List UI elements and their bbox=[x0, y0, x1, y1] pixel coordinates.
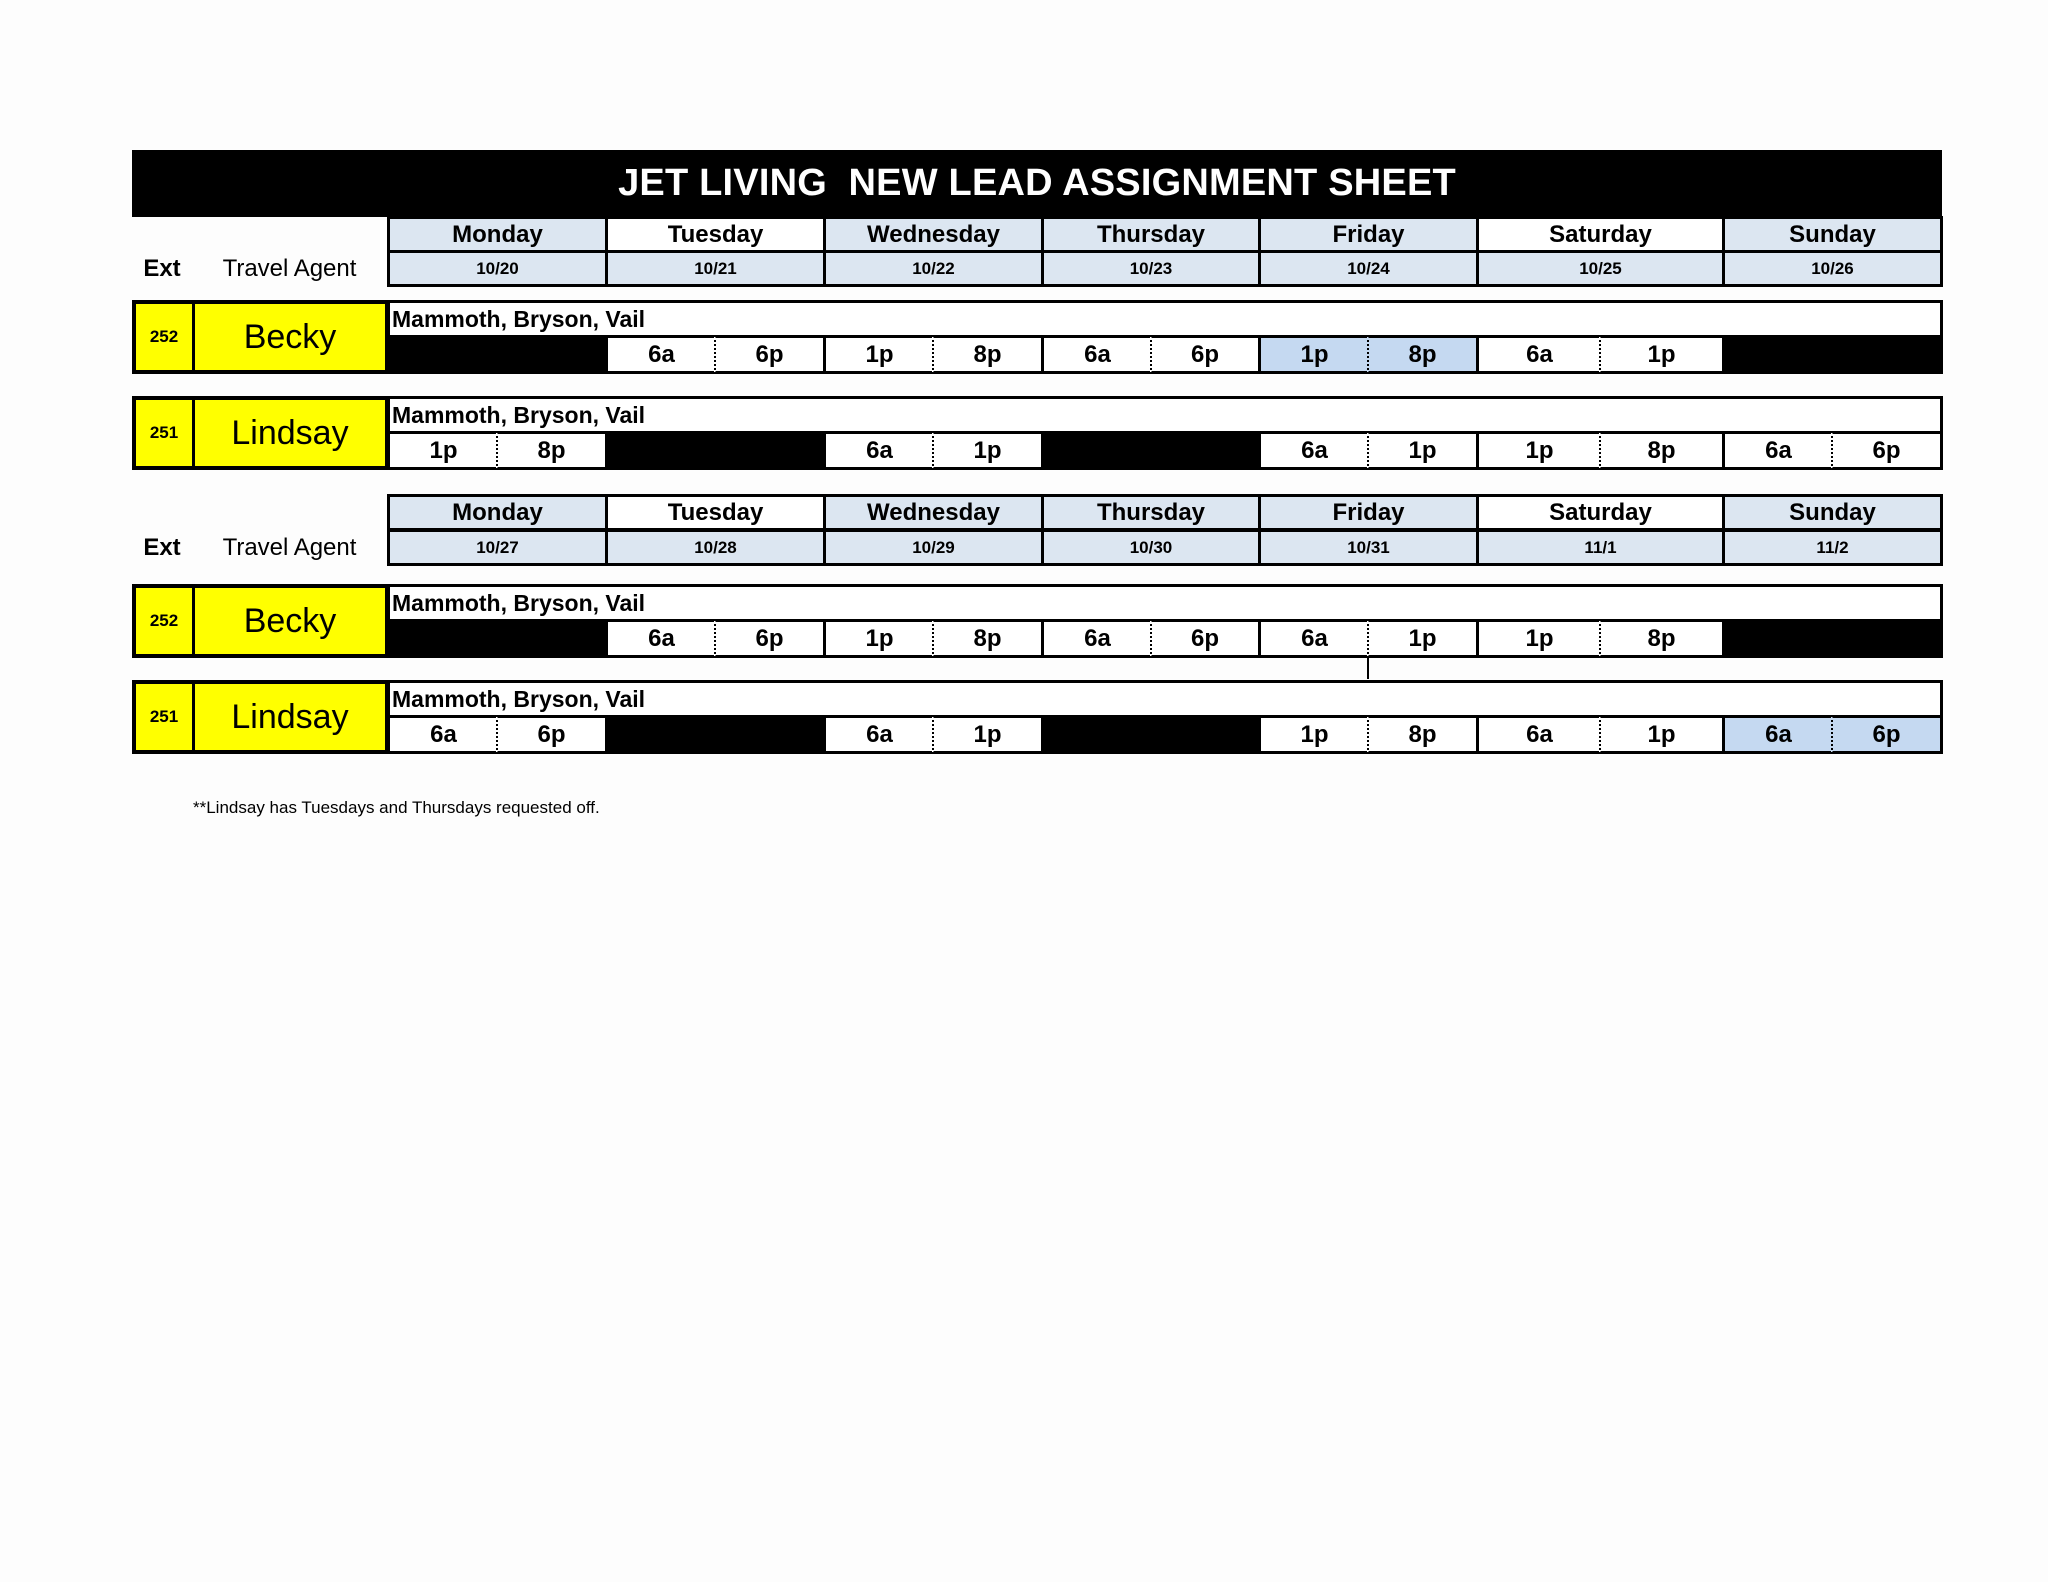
agent-cell-lindsay bbox=[132, 396, 389, 470]
day-header-thursday: Thursday bbox=[1041, 216, 1261, 253]
shift-end bbox=[1150, 715, 1258, 754]
shift-start: 6a bbox=[1258, 619, 1368, 658]
ext-header: Ext bbox=[143, 534, 181, 561]
shift-start: 6a bbox=[1476, 335, 1600, 374]
shift-end: 6p bbox=[1150, 619, 1258, 658]
shift-start: 1p bbox=[823, 619, 933, 658]
shift-end: 1p bbox=[1367, 431, 1476, 470]
agent-name: Lindsay bbox=[231, 413, 349, 452]
shift-start: 6a bbox=[387, 715, 497, 754]
agent-cell-becky bbox=[132, 584, 389, 658]
agent-name: Becky bbox=[243, 317, 337, 356]
travel-agent-header: Travel Agent bbox=[222, 255, 357, 282]
shift-end: 8p bbox=[932, 619, 1041, 658]
locations-row: Mammoth, Bryson, Vail bbox=[387, 680, 1943, 718]
shift-start: 1p bbox=[1258, 335, 1368, 374]
date-header: 10/25 bbox=[1476, 250, 1725, 287]
shift-end: 8p bbox=[1367, 335, 1476, 374]
shift-start bbox=[1722, 335, 1832, 374]
shift-start: 6a bbox=[1476, 715, 1600, 754]
shift-end: 8p bbox=[1599, 619, 1722, 658]
shift-start: 1p bbox=[1258, 715, 1368, 754]
day-header-wednesday: Wednesday bbox=[823, 494, 1044, 531]
shift-end: 1p bbox=[1599, 335, 1722, 374]
agent-name: Lindsay bbox=[231, 697, 349, 736]
shift-end: 6p bbox=[714, 335, 823, 374]
date-header: 11/1 bbox=[1476, 529, 1725, 566]
shift-end bbox=[1831, 619, 1943, 658]
shift-end: 8p bbox=[1367, 715, 1476, 754]
shift-start: 6a bbox=[1722, 715, 1832, 754]
date-header: 10/30 bbox=[1041, 529, 1261, 566]
date-header: 10/21 bbox=[605, 250, 826, 287]
shift-end: 1p bbox=[1599, 715, 1722, 754]
locations-row: Mammoth, Bryson, Vail bbox=[387, 300, 1943, 338]
shift-start: 1p bbox=[823, 335, 933, 374]
shift-start: 6a bbox=[823, 715, 933, 754]
day-header-thursday: Thursday bbox=[1041, 494, 1261, 531]
date-header: 10/26 bbox=[1722, 250, 1943, 287]
divider-tick bbox=[1367, 655, 1369, 679]
day-header-monday: Monday bbox=[387, 216, 608, 253]
shift-start: 6a bbox=[1722, 431, 1832, 470]
day-header-sunday: Sunday bbox=[1722, 216, 1943, 253]
shift-start bbox=[1722, 619, 1832, 658]
agent-ext: 252 bbox=[136, 588, 195, 654]
date-header: 10/29 bbox=[823, 529, 1044, 566]
shift-start: 1p bbox=[387, 431, 497, 470]
travel-agent-header: Travel Agent bbox=[222, 534, 357, 561]
shift-start bbox=[605, 431, 715, 470]
shift-end: 6p bbox=[496, 715, 605, 754]
shift-end: 1p bbox=[932, 715, 1041, 754]
agent-cell-lindsay bbox=[132, 680, 389, 754]
day-header-saturday: Saturday bbox=[1476, 216, 1725, 253]
shift-start bbox=[1041, 431, 1151, 470]
agent-ext: 251 bbox=[136, 684, 195, 750]
shift-end: 6p bbox=[714, 619, 823, 658]
ext-header: Ext bbox=[143, 255, 181, 282]
day-header-tuesday: Tuesday bbox=[605, 216, 826, 253]
shift-end bbox=[1150, 431, 1258, 470]
shift-end: 6p bbox=[1831, 715, 1943, 754]
day-header-tuesday: Tuesday bbox=[605, 494, 826, 531]
shift-start bbox=[605, 715, 715, 754]
shift-end bbox=[714, 431, 823, 470]
date-header: 10/31 bbox=[1258, 529, 1479, 566]
shift-end bbox=[1831, 335, 1943, 374]
shift-end: 1p bbox=[932, 431, 1041, 470]
shift-start bbox=[387, 619, 497, 658]
footnote: **Lindsay has Tuesdays and Thursdays requested off. bbox=[193, 798, 600, 817]
shift-end: 8p bbox=[1599, 431, 1722, 470]
agent-ext: 251 bbox=[136, 400, 195, 466]
sheet-title: JET LIVING NEW LEAD ASSIGNMENT SHEET bbox=[132, 150, 1942, 217]
agent-name: Becky bbox=[243, 601, 337, 640]
day-header-monday: Monday bbox=[387, 494, 608, 531]
shift-start: 1p bbox=[1476, 431, 1600, 470]
shift-start bbox=[387, 335, 497, 374]
shift-end bbox=[714, 715, 823, 754]
shift-start: 6a bbox=[823, 431, 933, 470]
shift-end: 8p bbox=[496, 431, 605, 470]
shift-start: 6a bbox=[1258, 431, 1368, 470]
shift-end: 6p bbox=[1831, 431, 1943, 470]
locations-row: Mammoth, Bryson, Vail bbox=[387, 396, 1943, 434]
shift-end: 6p bbox=[1150, 335, 1258, 374]
shift-end bbox=[496, 619, 605, 658]
shift-start: 6a bbox=[1041, 619, 1151, 658]
date-header: 10/24 bbox=[1258, 250, 1479, 287]
day-header-friday: Friday bbox=[1258, 216, 1479, 253]
date-header: 10/28 bbox=[605, 529, 826, 566]
date-header: 10/23 bbox=[1041, 250, 1261, 287]
day-header-wednesday: Wednesday bbox=[823, 216, 1044, 253]
shift-start: 1p bbox=[1476, 619, 1600, 658]
day-header-saturday: Saturday bbox=[1476, 494, 1725, 531]
day-header-friday: Friday bbox=[1258, 494, 1479, 531]
date-header: 10/20 bbox=[387, 250, 608, 287]
shift-start: 6a bbox=[605, 335, 715, 374]
shift-end bbox=[496, 335, 605, 374]
date-header: 10/27 bbox=[387, 529, 608, 566]
shift-start bbox=[1041, 715, 1151, 754]
day-header-sunday: Sunday bbox=[1722, 494, 1943, 531]
agent-ext: 252 bbox=[136, 304, 195, 370]
locations-row: Mammoth, Bryson, Vail bbox=[387, 584, 1943, 622]
shift-start: 6a bbox=[605, 619, 715, 658]
shift-end: 1p bbox=[1367, 619, 1476, 658]
shift-end: 8p bbox=[932, 335, 1041, 374]
date-header: 11/2 bbox=[1722, 529, 1943, 566]
agent-cell-becky bbox=[132, 300, 389, 374]
date-header: 10/22 bbox=[823, 250, 1044, 287]
shift-start: 6a bbox=[1041, 335, 1151, 374]
